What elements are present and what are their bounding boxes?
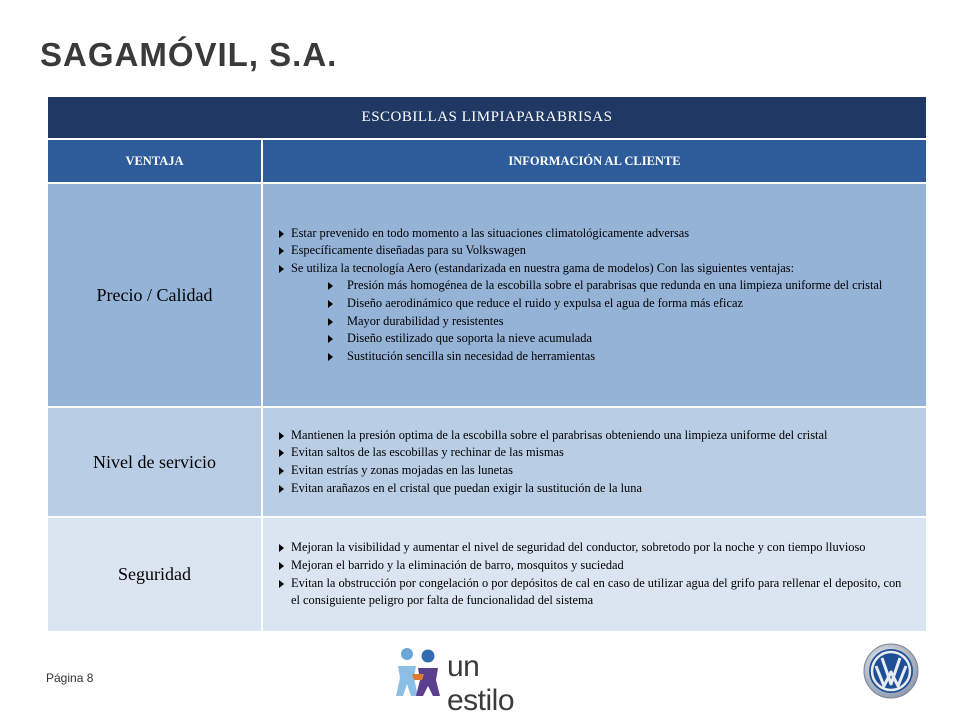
list-item-text: Mayor durabilidad y resistentes — [347, 313, 504, 328]
list-item — [277, 539, 912, 557]
list-item — [277, 260, 912, 278]
list-item — [277, 575, 912, 610]
bullet-arrow-icon — [328, 335, 333, 343]
bullet-arrow-icon — [279, 432, 284, 440]
list-item — [277, 462, 912, 480]
list-item — [277, 480, 912, 498]
bullet-list — [277, 225, 912, 278]
table — [48, 97, 926, 631]
bullet-arrow-icon — [328, 282, 333, 290]
page-title: SAGAMÓVIL, S.A. — [40, 36, 338, 73]
bullet-arrow-icon — [328, 353, 333, 361]
list-item-text: Presión más homogénea de la escobilla sobre el parabrisas que redunda en una limpieza uniforme del cristal — [347, 278, 883, 293]
table-title-row — [48, 97, 926, 139]
list-item-text: Se utiliza la tecnología Aero (estandarizada en nuestra gama de modelos) Con las siguientes ventajas: — [291, 260, 795, 275]
list-item-text: Sustitución sencilla sin necesidad de herramientas — [347, 348, 596, 363]
list-item-text: Mantienen la presión optima de la escobilla sobre el parabrisas obteniendo una limpieza uniforme del cristal — [291, 427, 828, 442]
list-item — [277, 225, 912, 243]
list-item-text: Diseño aerodinámico que reduce el ruido y expulsa el agua de forma más eficaz — [347, 296, 743, 310]
vw-logo — [862, 642, 920, 700]
bullet-arrow-icon — [279, 449, 284, 457]
info-cell — [262, 407, 926, 517]
bullet-list — [277, 427, 912, 497]
list-item-text: Evitan la obstrucción por congelación o por depósitos de cal en caso de utilizar agua del grifo para rellenar el deposito, con el consiguiente peligro por falta de funcionalidad del sistema — [291, 575, 902, 608]
column-header-ventaja: VENTAJA — [48, 139, 262, 183]
ventaja-cell: Precio / Calidad — [48, 183, 262, 407]
column-header-informacion: INFORMACIÓN AL CLIENTE — [262, 139, 926, 183]
unestilo-logo — [392, 644, 552, 717]
bullet-arrow-icon — [279, 467, 284, 475]
list-item-text: Mejoran la visibilidad y aumentar el nivel de seguridad del conductor, sobretodo por la noche y con tiempo lluvioso — [291, 540, 866, 555]
people-icon — [392, 644, 448, 700]
sub-bullet-list — [323, 277, 912, 365]
bullet-arrow-icon — [279, 265, 284, 273]
brand-text: un estilo — [447, 650, 515, 717]
page-number: Página 8 — [46, 671, 94, 685]
table-title: ESCOBILLAS LIMPIAPARABRISAS — [48, 97, 926, 139]
ventaja-cell: Seguridad — [48, 517, 262, 631]
info-cell — [262, 183, 926, 407]
bullet-arrow-icon — [279, 230, 284, 238]
list-item-text: Evitan estrías y zonas mojadas en las lunetas — [291, 463, 513, 477]
bullet-arrow-icon — [279, 562, 284, 570]
advantages-table — [48, 97, 926, 631]
list-item — [323, 277, 912, 295]
list-item-text: Mejoran el barrido y la eliminación de barro, mosquitos y suciedad — [291, 557, 624, 572]
list-item — [277, 242, 912, 260]
list-item — [277, 557, 912, 575]
table-header-row — [48, 139, 926, 183]
list-item-text: Estar prevenido en todo momento a las situaciones climatológicamente adversas — [291, 225, 690, 240]
list-item-text: Específicamente diseñadas para su Volkswagen — [291, 243, 526, 258]
bullet-arrow-icon — [328, 300, 333, 308]
table-row — [48, 517, 926, 631]
list-item — [323, 295, 912, 313]
list-item — [323, 313, 912, 331]
vw-emblem-icon — [862, 642, 920, 700]
list-item — [277, 444, 912, 462]
table-row — [48, 183, 926, 407]
bullet-arrow-icon — [328, 318, 333, 326]
bullet-arrow-icon — [279, 485, 284, 493]
info-cell — [262, 517, 926, 631]
bullet-list — [277, 539, 912, 609]
list-item — [323, 348, 912, 366]
list-item-text: Evitan saltos de las escobillas y rechinar de las mismas — [291, 445, 564, 460]
list-item-text: Diseño estilizado que soporta la nieve acumulada — [347, 331, 592, 346]
table-row — [48, 407, 926, 517]
list-item-text: Evitan arañazos en el cristal que puedan exigir la sustitución de la luna — [291, 480, 642, 495]
bullet-arrow-icon — [279, 247, 284, 255]
ventaja-cell: Nivel de servicio — [48, 407, 262, 517]
bullet-arrow-icon — [279, 580, 284, 588]
list-item — [323, 330, 912, 348]
bullet-arrow-icon — [279, 544, 284, 552]
list-item — [277, 427, 912, 445]
